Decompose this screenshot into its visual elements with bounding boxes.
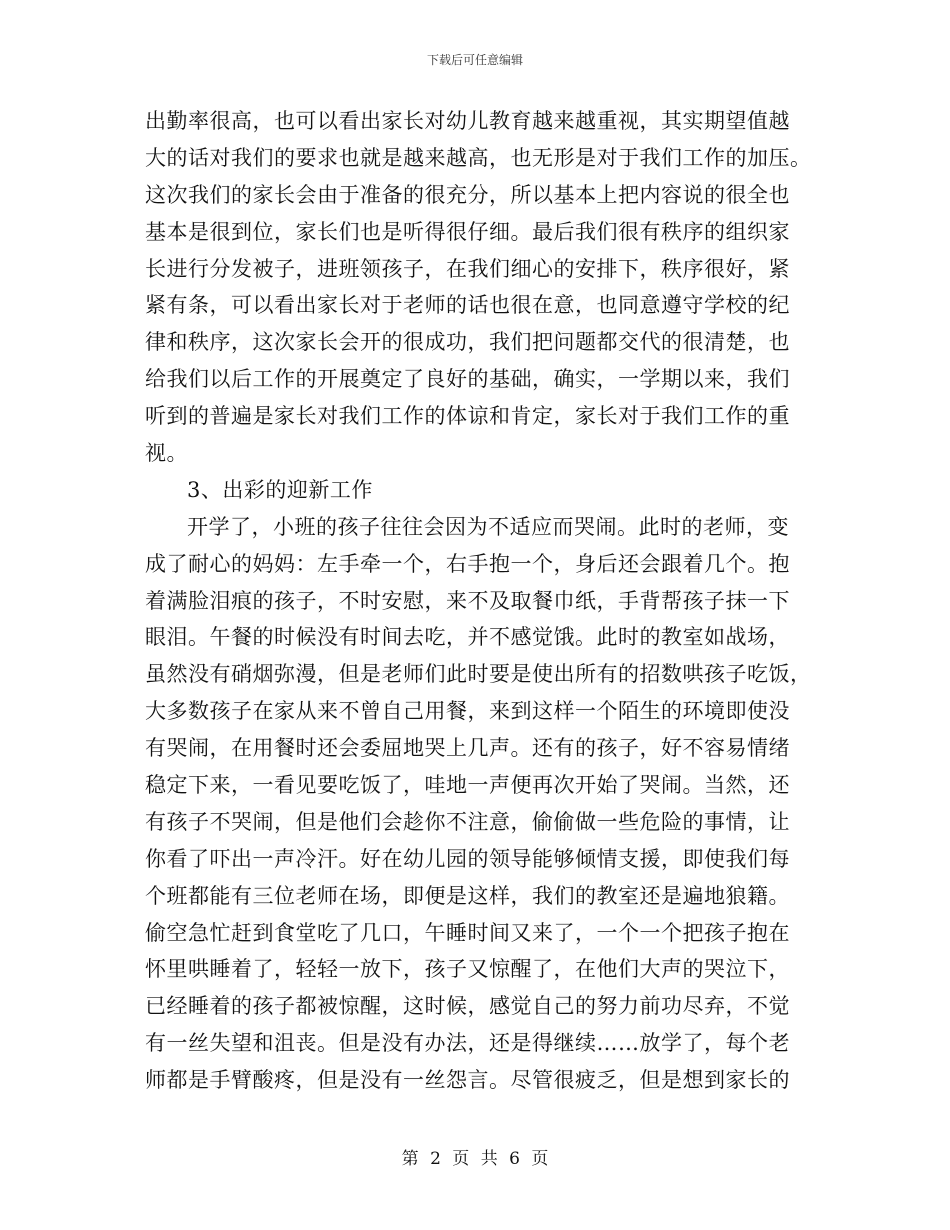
text-line: 听到的普遍是家长对我们工作的体谅和肯定，家长对于我们工作的重 (145, 404, 790, 429)
text-line: 基本是很到位，家长们也是听得很仔细。最后我们很有秩序的组织家 (145, 219, 790, 244)
text-line: 个班都能有三位老师在场，即便是这样，我们的教室还是遍地狼籍。 (145, 883, 790, 908)
text-line: 着满脸泪痕的孩子，不时安慰，来不及取餐巾纸，手背帮孩子抹一下 (145, 588, 790, 613)
text-line: 师都是手臂酸疼，但是没有一丝怨言。尽管很疲乏，但是想到家长的 (145, 1068, 790, 1093)
text-line: 律和秩序，这次家长会开的很成功，我们把问题都交代的很清楚，也 (145, 330, 790, 355)
text-line: 大多数孩子在家从来不曾自己用餐，来到这样一个陌生的环境即使没 (145, 699, 790, 724)
text-line: 视。 (145, 441, 188, 466)
text-line: 大的话对我们的要求也就是越来越高，也无形是对于我们工作的加压。 (145, 145, 812, 170)
text-line: 紧有条，可以看出家长对于老师的话也很在意，也同意遵守学校的纪 (145, 293, 790, 318)
text-line: 成了耐心的妈妈：左手牵一个，右手抱一个，身后还会跟着几个。抱 (145, 551, 790, 576)
text-line: 有一丝失望和沮丧。但是没有办法，还是得继续……放学了，每个老 (145, 1031, 790, 1056)
text-line: 你看了吓出一声冷汗。好在幼儿园的领导能够倾情支援，即使我们每 (145, 846, 790, 871)
text-line: 偷空急忙赶到食堂吃了几口，午睡时间又来了，一个一个把孩子抱在 (145, 920, 790, 945)
section-heading: 3、出彩的迎新工作 (187, 477, 373, 502)
text-line: 有哭闹，在用餐时还会委屈地哭上几声。还有的孩子，好不容易情绪 (145, 736, 790, 761)
text-line: 这次我们的家长会由于准备的很充分，所以基本上把内容说的很全也 (145, 182, 790, 207)
text-line: 开学了，小班的孩子往往会因为不适应而哭闹。此时的老师，变 (187, 514, 789, 539)
text-line: 虽然没有硝烟弥漫，但是老师们此时要是使出所有的招数哄孩子吃饭， (145, 662, 812, 687)
document-body (145, 103, 810, 1099)
text-line: 稳定下来，一看见要吃饭了，哇地一声便再次开始了哭闹。当然，还 (145, 773, 790, 798)
text-line: 已经睡着的孩子都被惊醒，这时候，感觉自己的努力前功尽弃，不觉 (145, 994, 790, 1019)
text-line: 长进行分发被子，进班领孩子，在我们细心的安排下，秩序很好，紧 (145, 256, 790, 281)
text-line: 出勤率很高，也可以看出家长对幼儿教育越来越重视，其实期望值越 (145, 109, 790, 133)
text-line: 怀里哄睡着了，轻轻一放下，孩子又惊醒了，在他们大声的哭泣下， (145, 957, 790, 982)
text-line: 眼泪。午餐的时候没有时间去吃，并不感觉饿。此时的教室如战场， (145, 625, 790, 650)
page-number: 第 2 页 共 6 页 (401, 1149, 549, 1169)
page-header-note: 下载后可任意编辑 (426, 53, 523, 67)
text-line: 有孩子不哭闹，但是他们会趁你不注意，偷偷做一些危险的事情，让 (145, 809, 790, 834)
text-line: 给我们以后工作的开展奠定了良好的基础，确实，一学期以来，我们 (145, 367, 790, 392)
